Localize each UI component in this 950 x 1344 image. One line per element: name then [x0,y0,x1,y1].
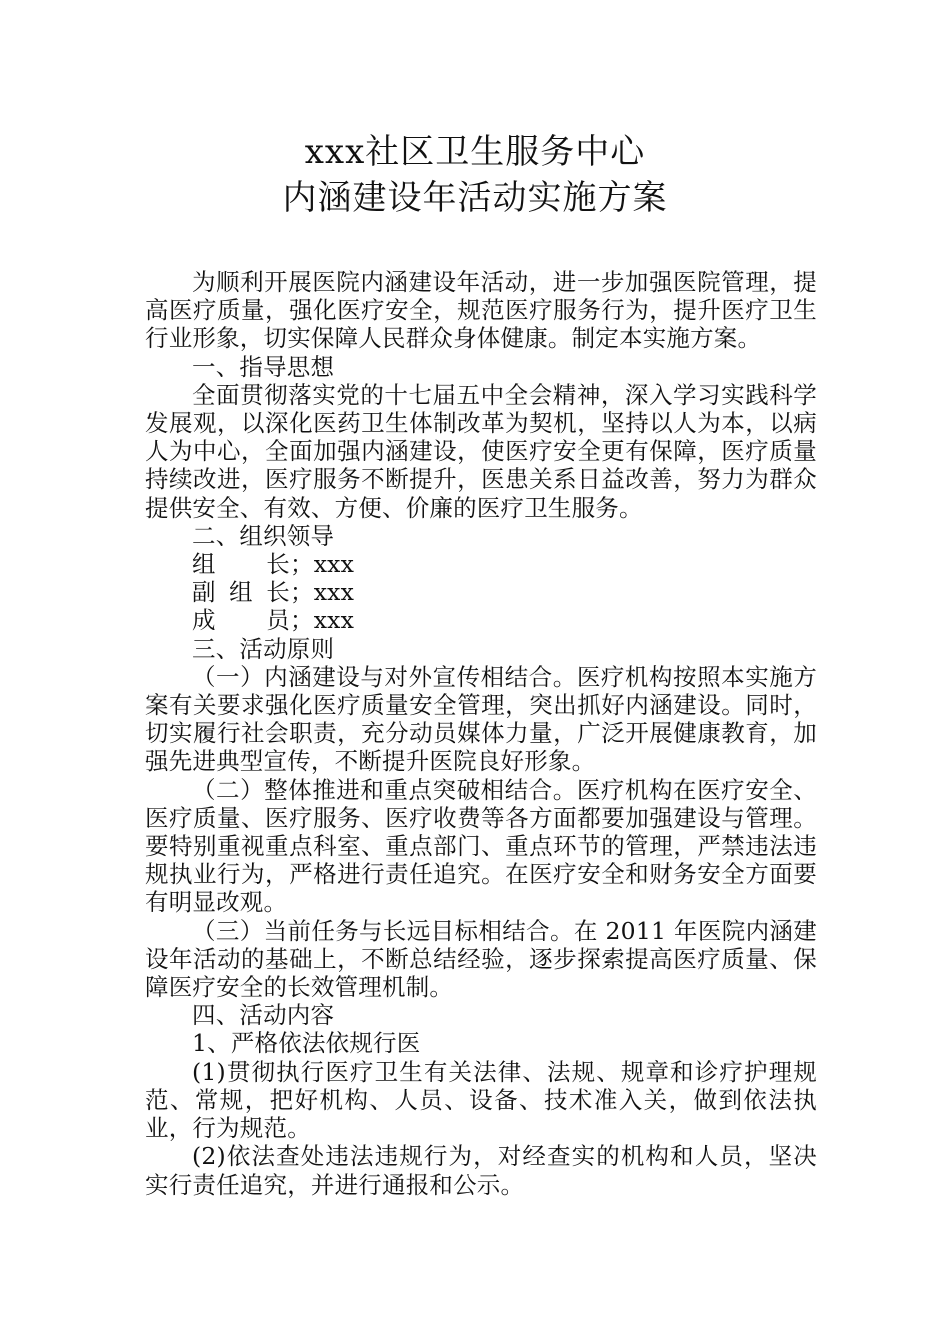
content-paragraph-2: (2)依法查处违法违规行为，对经查实的机构和人员，坚决实行责任追究，并进行通报和公示。 [145,1142,817,1199]
member-row-deputy-leader [145,578,817,606]
member-role: 成 员 [192,606,290,635]
section-heading-guiding-ideology: 一、指导思想 [192,352,335,381]
document-title-line2: 内涵建设年活动实施方案 [282,178,668,218]
section-heading-organization: 二、组织领导 [192,521,335,550]
guiding-ideology-paragraph: 全面贯彻落实党的十七届五中全会精神，深入学习实践科学发展观，以深化医药卫生体制改革为契机，坚持以人为本，以病人为中心，全面加强内涵建设，使医疗安全更有保障，医疗质量持续改进，医疗服务不断提升，医患关系日益改善，努力为群众提供安全、有效、方便、价廉的医疗卫生服务。 [145,380,817,522]
member-name: ；xxx [290,578,355,607]
document-body [145,268,817,1199]
member-row-leader [145,550,817,578]
principle-paragraph-2: （二）整体推进和重点突破相结合。医疗机构在医疗安全、医疗质量、医疗服务、医疗收费等各方面都要加强建设与管理。要特别重视重点科室、重点部门、重点环节的管理，严禁违法违规执业行为，严格进行责任追究。在医疗安全和财务安全方面要有明显改观。 [145,775,817,917]
section-heading-principles: 三、活动原则 [192,634,335,663]
section-heading-activity-content: 四、活动内容 [192,1001,335,1030]
intro-paragraph: 为顺利开展医院内涵建设年活动，进一步加强医院管理，提高医疗质量，强化医疗安全，规范医疗服务行为，提升医疗卫生行业形象，切实保障人民群众身体健康。制定本实施方案。 [145,268,817,353]
member-row-members [145,606,817,634]
member-name: ；xxx [290,606,355,635]
member-role: 副组长 [192,578,290,607]
subsection-heading-lawful-practice: 1、严格依法依规行医 [192,1029,421,1058]
document-title-line1: xxx社区卫生服务中心 [304,132,646,172]
member-name: ；xxx [290,550,355,579]
principle-paragraph-3: （三）当前任务与长远目标相结合。在 2011 年医院内涵建设年活动的基础上，不断总结经验，逐步探索提高医疗质量、保障医疗安全的长效管理机制。 [145,916,817,1002]
principle-paragraph-1: （一）内涵建设与对外宣传相结合。医疗机构按照本实施方案有关要求强化医疗质量安全管理，突出抓好内涵建设。同时，切实履行社会职责，充分动员媒体力量，广泛开展健康教育，加强先进典型宣传，不断提升医院良好形象。 [145,662,817,776]
content-paragraph-1: (1)贯彻执行医疗卫生有关法律、法规、规章和诊疗护理规范、常规，把好机构、人员、设备、技术准入关，做到依法执业，行为规范。 [145,1057,817,1143]
member-role: 组 长 [192,550,290,579]
